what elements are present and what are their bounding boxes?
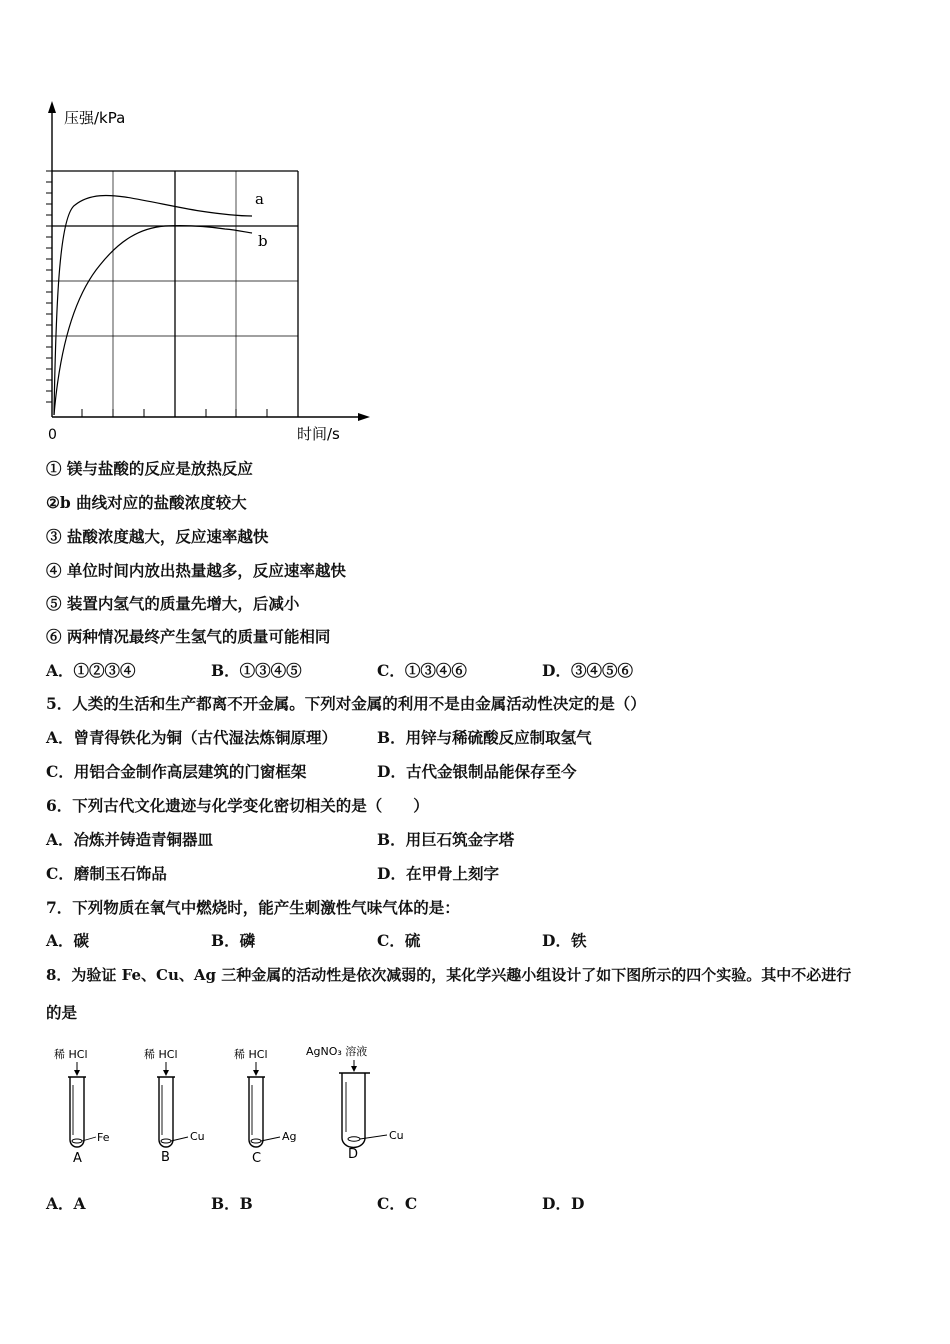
q4-statement-5: ⑤ 装置内氢气的质量先增大，后减小: [46, 594, 300, 613]
y-axis-label: 压强/kPa: [64, 109, 126, 127]
q8-stem-line-1: 8．为验证 Fe、Cu、Ag 三种金属的活动性是依次减弱的，某化学兴趣小组设计了如下图所示的四个实验。其中不必进行: [46, 966, 852, 984]
tube-c-letter: C: [252, 1151, 262, 1166]
tube-b: [144, 1047, 205, 1165]
tube-d-metal: [348, 1137, 360, 1141]
q5-option-d[interactable]: D．古代金银制品能保存至今: [377, 762, 577, 781]
tube-a-metal: [72, 1139, 82, 1143]
tube-a-metal-label: Fe: [97, 1131, 110, 1144]
tube-b-metal: [161, 1139, 171, 1143]
q7-option-b[interactable]: B．磷: [211, 931, 256, 950]
q7-option-d[interactable]: D．铁: [542, 931, 587, 950]
origin-label: 0: [48, 427, 57, 443]
tube-c-metal-label: Ag: [282, 1130, 297, 1143]
q4-statement-3: ③ 盐酸浓度越大，反应速率越快: [46, 527, 269, 546]
tube-b-metal-label: Cu: [190, 1130, 205, 1143]
curve-b-label: b: [258, 232, 268, 250]
test-tube-diagram: [40, 1040, 420, 1170]
q7-stem: 7．下列物质在氧气中燃烧时，能产生刺激性气味气体的是：: [46, 898, 460, 917]
q6-option-d[interactable]: D．在甲骨上刻字: [377, 864, 499, 883]
q7-option-c[interactable]: C．硫: [377, 931, 421, 950]
tube-a-arrowhead: [74, 1070, 80, 1076]
q4-statement-6: ⑥ 两种情况最终产生氢气的质量可能相同: [46, 627, 331, 646]
tube-d-arrowhead: [351, 1066, 357, 1072]
tube-c-metal: [251, 1139, 261, 1143]
tube-b-arrowhead: [163, 1070, 169, 1076]
y-ticks: [46, 171, 52, 402]
q8-option-a[interactable]: A．A: [46, 1194, 86, 1213]
tube-a-reagent: 稀 HCl: [54, 1048, 88, 1061]
tube-d-letter: D: [348, 1147, 359, 1162]
tube-b-glass: [157, 1077, 175, 1147]
q8-stem-line-2: 的是: [46, 1003, 78, 1022]
tube-b-letter: B: [161, 1150, 170, 1165]
tube-d-glass: [339, 1073, 370, 1147]
tube-a-glass: [68, 1077, 86, 1147]
q4-option-d[interactable]: D．③④⑤⑥: [542, 661, 633, 680]
q6-option-b[interactable]: B．用巨石筑金字塔: [377, 830, 515, 849]
tube-d: [306, 1044, 404, 1162]
tube-c-glass: [247, 1077, 265, 1147]
q4-statement-2: ②b 曲线对应的盐酸浓度较大: [46, 493, 247, 512]
y-axis-arrow: [48, 101, 56, 113]
q4-statement-1: ① 镁与盐酸的反应是放热反应: [46, 459, 253, 478]
q6-option-c[interactable]: C．磨制玉石饰品: [46, 864, 167, 883]
curve-b: [54, 226, 252, 415]
x-axis-arrow: [358, 413, 370, 421]
q5-option-a[interactable]: A．曾青得铁化为铜（古代湿法炼铜原理）: [46, 728, 338, 747]
q4-option-b[interactable]: B．①③④⑤: [211, 661, 302, 680]
tube-c: [234, 1047, 297, 1166]
tube-b-reagent: 稀 HCl: [144, 1048, 178, 1061]
q4-option-c[interactable]: C．①③④⑥: [377, 661, 467, 680]
q8-option-c[interactable]: C．C: [377, 1194, 418, 1213]
q8-option-d[interactable]: D．D: [542, 1194, 585, 1213]
tube-c-reagent: 稀 HCl: [234, 1048, 268, 1061]
tube-a: [54, 1047, 110, 1166]
q5-option-c[interactable]: C．用铝合金制作高层建筑的门窗框架: [46, 762, 307, 781]
q8-option-b[interactable]: B．B: [211, 1194, 253, 1213]
tube-d-reagent: AgNO₃ 溶液: [306, 1045, 368, 1058]
tube-c-arrowhead: [253, 1070, 259, 1076]
q6-stem: 6．下列古代文化遗迹与化学变化密切相关的是（ ）: [46, 796, 429, 815]
tube-d-metal-label: Cu: [389, 1129, 404, 1142]
pressure-time-graph: [0, 95, 380, 445]
q4-statement-4: ④ 单位时间内放出热量越多，反应速率越快: [46, 561, 346, 580]
q5-option-b[interactable]: B．用锌与稀硫酸反应制取氢气: [377, 728, 592, 747]
x-axis-label: 时间/s: [297, 425, 340, 443]
q4-option-a[interactable]: A．①②③④: [46, 661, 136, 680]
curve-a-label: a: [255, 190, 264, 208]
q7-option-a[interactable]: A．碳: [46, 931, 90, 950]
q5-stem: 5．人类的生活和生产都离不开金属。下列对金属的利用不是由金属活动性决定的是（）: [46, 694, 646, 713]
q6-option-a[interactable]: A．冶炼并铸造青铜器皿: [46, 830, 214, 849]
x-ticks: [82, 409, 298, 417]
tube-a-letter: A: [73, 1151, 82, 1166]
